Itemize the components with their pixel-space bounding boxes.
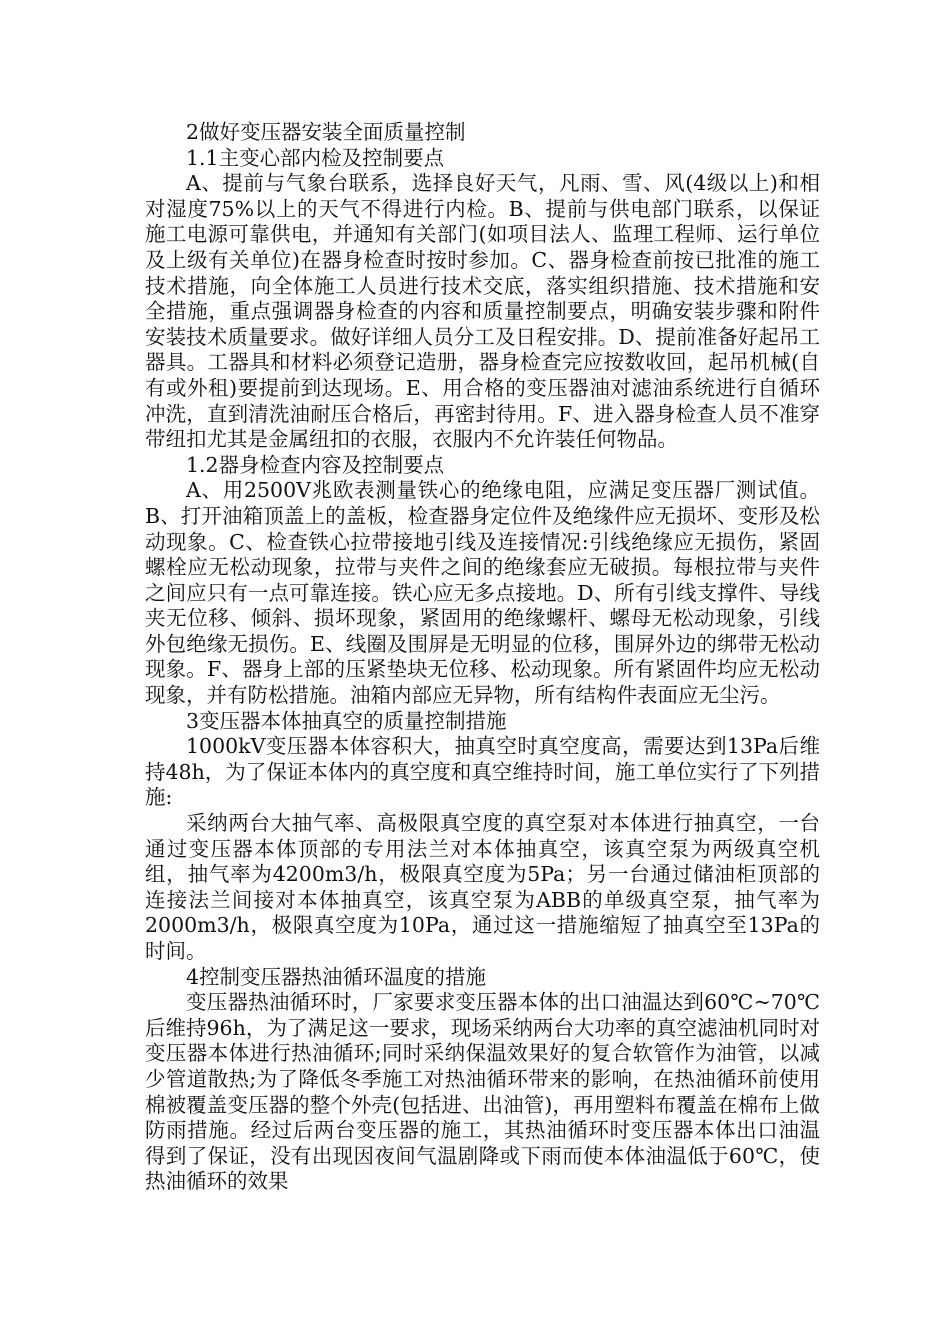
section-heading: 3变压器本体抽真空的质量控制措施	[186, 708, 507, 733]
document-body	[145, 120, 820, 1195]
subsection-heading: 1.2器身检查内容及控制要点	[186, 452, 445, 477]
body-paragraph: A、用2500V兆欧表测量铁心的绝缘电阻，应满足变压器厂测试值。B、打开油箱顶盖上的盖板，检查器身定位件及绝缘件应无损坏、变形及松动现象。C、检查铁心拉带接地引线及连接情况:引线绝缘应无损伤，紧固螺栓应无松动现象，拉带与夹件之间的绝缘套应无破损。每根拉带与夹件之间应只有一点可靠连接。铁心应无多点接地。D、所有引线支撑件、导线夹无位移、倾斜、损坏现象，紧固用的绝缘螺杆、螺母无松动现象，引线外包绝缘无损伤。E、线圈及围屏是无明显的位移，围屏外边的绑带无松动现象。F、器身上部的压紧垫块无位移、松动现象。所有紧固件均应无松动现象，并有防松措施。油箱内部应无异物，所有结构件表面应无尘污。	[145, 478, 820, 708]
subsection-heading: 1.1主变心部内检及控制要点	[186, 145, 445, 170]
body-paragraph: A、提前与气象台联系，选择良好天气，凡雨、雪、风(4级以上)和相对湿度75%以上的天气不得进行内检。B、提前与供电部门联系，以保证施工电源可靠供电，并通知有关部门(如项目法人、监理工程师、运行单位及上级有关单位)在器身检查时按时参加。C、器身检查前按已批准的施工技术措施，向全体施工人员进行技术交底，落实组织措施、技术措施和安全措施，重点强调器身检查的内容和质量控制要点，明确安装步骤和附件安装技术质量要求。做好详细人员分工及日程安排。D、提前准备好起吊工器具。工器具和材料必须登记造册，器身检查完应按数收回，起吊机械(自有或外租)要提前到达现场。E、用合格的变压器油对滤油系统进行自循环冲洗，直到清洗油耐压合格后，再密封待用。F、进入器身检查人员不准穿带纽扣尤其是金属纽扣的衣服，衣服内不允许装任何物品。	[145, 171, 820, 452]
body-paragraph: 采纳两台大抽气率、高极限真空度的真空泵对本体进行抽真空，一台通过变压器本体顶部的专用法兰对本体抽真空，该真空泵为两级真空机组，抽气率为4200m3/h，极限真空度为5Pa；另一台通过储油柜顶部的连接法兰间接对本体抽真空，该真空泵为ABB的单级真空泵，抽气率为2000m3/h，极限真空度为10Pa，通过这一措施缩短了抽真空至13Pa的时间。	[145, 811, 820, 963]
body-paragraph: 1000kV变压器本体容积大，抽真空时真空度高，需要达到13Pa后维持48h，为了保证本体内的真空度和真空维持时间，施工单位实行了下列措施:	[145, 734, 820, 810]
section-heading: 4控制变压器热油循环温度的措施	[186, 964, 487, 989]
body-paragraph: 变压器热油循环时，厂家要求变压器本体的出口油温达到60℃~70℃后维持96h，为了满足这一要求，现场采纳两台大功率的真空滤油机同时对变压器本体进行热油循环;同时采纳保温效果好的复合软管作为油管，以减少管道散热;为了降低冬季施工对热油循环带来的影响，在热油循环前使用棉被覆盖变压器的整个外壳(包括进、出油管)，再用塑料布覆盖在棉布上做防雨措施。经过后两台变压器的施工，其热油循环时变压器本体出口油温得到了保证，没有出现因夜间气温剧降或下雨而使本体油温低于60℃，使热油循环的效果	[145, 990, 820, 1194]
section-heading: 2做好变压器安装全面质量控制	[186, 120, 466, 144]
